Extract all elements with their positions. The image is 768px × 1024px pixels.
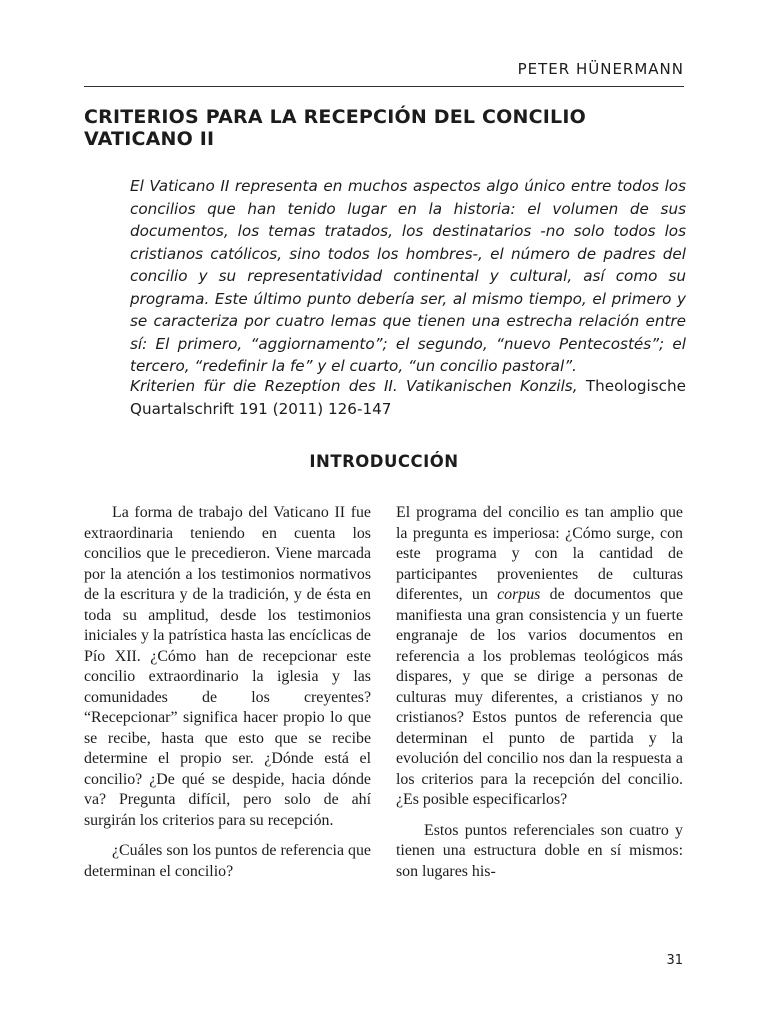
abstract: El Vaticano II representa en muchos aspectos algo único entre todos los concilios que han tenido lugar en la historia: el volumen de sus documentos, los temas tratados, los destinatarios -no solo todos los cristianos católicos, sino todos los hombres-, el número de padres del concilio y su representatividad continental y cultural, así como su programa. Este último punto debería ser, al mismo tiempo, el primero y se caracteriza por cuatro lemas que tienen una estrecha relación entre sí: El primero, “aggiornamento”; el segundo, “nuevo Pentecostés”; el tercero, “redefinir la fe” y el cuarto, “un concilio pastoral”. (130, 177, 686, 375)
text-run: El programa del concilio es tan amplio que la pregunta es imperiosa: ¿Cómo surge, con este programa y con la cantidad de participantes provenientes de culturas diferentes, un (396, 504, 683, 603)
paragraph: La forma de trabajo del Vaticano II fue extraordinaria teniendo en cuenta los concilios que le precedieron. Viene marcada por la atención a los testimonios normativos de la escritura y de la tradición, y de ésta en toda su amplitud, desde los testimonios iniciales y la patrística hasta las encíclicas de Pío XII. ¿Cómo han de recepcionar este concilio extraordinario la iglesia y las comunidades de los creyentes? “Recepcionar” significa hacer propio lo que se recibe, hasta que esto que se recibe determine el propio ser. ¿Dónde está el concilio? ¿De qué se despide, hacia dónde va? Pregunta difícil, pero solo de ahí surgirán los criterios para su recepción. (84, 504, 371, 829)
body-column-left (84, 503, 371, 882)
running-header: PETER HÜNERMANN (517, 60, 684, 78)
page-number: 31 (666, 953, 683, 968)
paragraph (396, 503, 683, 811)
italic-term: corpus (497, 586, 541, 603)
text-run: de documentos que manifiesta una gran consistencia y un fuerte engranaje de los varios documentos en referencia a los problemas teológicos más dispares, y que se dirige a personas de culturas muy diferentes, a cristianos y no cristianos? Estos puntos de referencia que determinan el punto de partida y la evolución del concilio nos dan la respuesta a los criterios para la recepción del concilio. ¿Es posible especificarlos? (396, 586, 683, 808)
paragraph: Estos puntos referenciales son cuatro y tienen una estructura doble en sí mismos: son lugares his- (396, 821, 683, 880)
original-title: Kriterien für die Rezeption des II. Vatikanischen Konzils, (130, 377, 578, 395)
paragraph: ¿Cuáles son los puntos de referencia que determinan el concilio? (84, 842, 371, 880)
section-heading: INTRODUCCIÓN (309, 452, 459, 471)
article-title: CRITERIOS PARA LA RECEPCIÓN DEL CONCILIO VATICANO II (84, 106, 586, 150)
original-reference (130, 375, 686, 420)
body-column-right (396, 503, 683, 882)
header-rule (84, 86, 684, 87)
original-source: Theologische Quartalschrift 191 (2011) 126-147 (130, 377, 687, 418)
